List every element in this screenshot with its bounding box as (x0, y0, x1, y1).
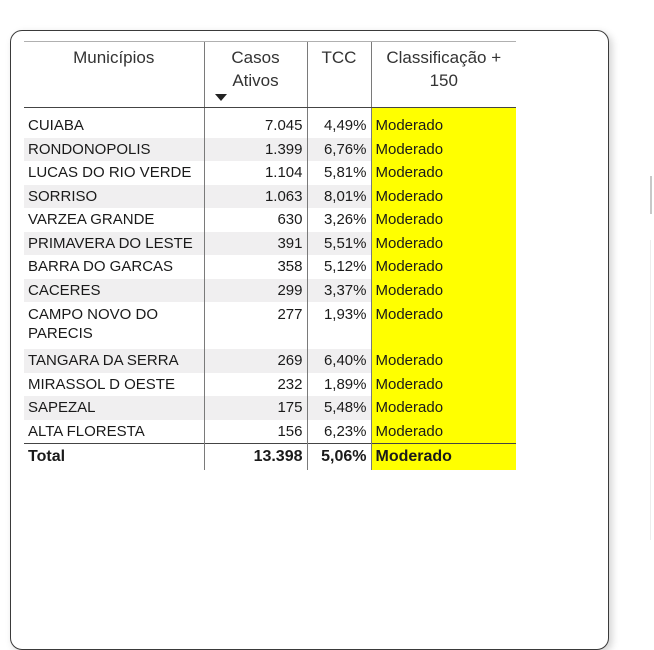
cell-tcc: 1,93% (307, 302, 371, 349)
cell-casos: 1.399 (204, 138, 307, 162)
cell-tcc: 3,37% (307, 279, 371, 303)
table-row[interactable] (24, 208, 516, 232)
cell-classificacao: Moderado (371, 161, 516, 185)
table-row[interactable] (24, 255, 516, 279)
cell-casos: 1.104 (204, 161, 307, 185)
cell-classificacao: Moderado (371, 255, 516, 279)
municipios-table (24, 41, 516, 470)
cell-municipio: LUCAS DO RIO VERDE (28, 164, 192, 182)
cell-casos: 299 (204, 279, 307, 303)
cell-casos: 391 (204, 232, 307, 256)
cell-tcc: 5,12% (307, 255, 371, 279)
cell-tcc: 5,48% (307, 396, 371, 420)
table-row[interactable] (24, 185, 516, 209)
adjacent-visual-edge-faint (650, 240, 651, 540)
adjacent-visual-edge (650, 176, 652, 214)
cell-municipio: ALTA FLORESTA (28, 422, 145, 440)
header-casos-ativos[interactable]: Casos Ativos (204, 42, 307, 108)
cell-casos: 630 (204, 208, 307, 232)
cell-municipio: RONDONOPOLIS (24, 138, 204, 162)
cell-classificacao: Moderado (371, 396, 516, 420)
cell-casos: 1.063 (204, 185, 307, 209)
header-municipios[interactable]: Municípios (24, 42, 204, 108)
cell-municipio: SORRISO (24, 185, 204, 209)
table-header-row (24, 42, 516, 108)
cell-municipio: SAPEZAL (24, 396, 204, 420)
cell-casos: 156 (204, 420, 307, 444)
table-row[interactable] (24, 232, 516, 256)
cell-classificacao: Moderado (371, 302, 516, 349)
cell-casos: 277 (204, 302, 307, 349)
table-row[interactable] (24, 302, 516, 349)
table-total-row (24, 444, 516, 471)
header-classificacao[interactable]: Classificação + 150 (371, 42, 516, 108)
cell-municipio: BARRA DO GARCAS (28, 258, 174, 276)
cell-tcc: 3,26% (307, 208, 371, 232)
cell-tcc: 5,51% (307, 232, 371, 256)
cell-tcc: 6,40% (307, 349, 371, 373)
cell-classificacao: Moderado (371, 114, 516, 138)
cell-classificacao: Moderado (371, 279, 516, 303)
header-tcc[interactable]: TCC (307, 42, 371, 108)
table-row[interactable] (24, 373, 516, 397)
cell-municipio: CUIABA (28, 117, 84, 135)
cell-casos: 358 (204, 255, 307, 279)
table-row[interactable] (24, 279, 516, 303)
cell-classificacao: Moderado (371, 138, 516, 162)
table-row[interactable] (24, 114, 516, 138)
cell-municipio: VARZEA GRANDE (28, 211, 155, 229)
cell-classificacao: Moderado (371, 420, 516, 444)
total-casos: 13.398 (204, 444, 307, 471)
table-row[interactable] (24, 349, 516, 373)
cell-tcc: 5,81% (307, 161, 371, 185)
cell-tcc: 8,01% (307, 185, 371, 209)
cell-municipio: CAMPO NOVO DO PARECIS (28, 306, 159, 342)
cell-municipio: MIRASSOL D OESTE (28, 375, 175, 393)
cell-classificacao: Moderado (371, 208, 516, 232)
table-row[interactable] (24, 161, 516, 185)
table-row[interactable] (24, 396, 516, 420)
cell-casos: 175 (204, 396, 307, 420)
cell-tcc: 6,23% (307, 420, 371, 444)
cell-classificacao: Moderado (371, 349, 516, 373)
cell-classificacao: Moderado (371, 373, 516, 397)
cell-casos: 232 (204, 373, 307, 397)
cell-casos: 7.045 (204, 114, 307, 138)
cell-municipio: TANGARA DA SERRA (24, 349, 204, 373)
total-tcc: 5,06% (307, 444, 371, 471)
table-row[interactable] (24, 420, 516, 444)
cell-municipio: CACERES (24, 279, 204, 303)
total-classificacao: Moderado (371, 444, 516, 471)
total-label: Total (24, 444, 204, 471)
sort-descending-icon[interactable] (215, 94, 227, 101)
cell-tcc: 6,76% (307, 138, 371, 162)
cell-classificacao: Moderado (371, 185, 516, 209)
table-row[interactable] (24, 138, 516, 162)
cell-casos: 269 (204, 349, 307, 373)
cell-tcc: 4,49% (307, 114, 371, 138)
cell-tcc: 1,89% (307, 373, 371, 397)
cell-classificacao: Moderado (371, 232, 516, 256)
cell-municipio: PRIMAVERA DO LESTE (24, 232, 204, 256)
